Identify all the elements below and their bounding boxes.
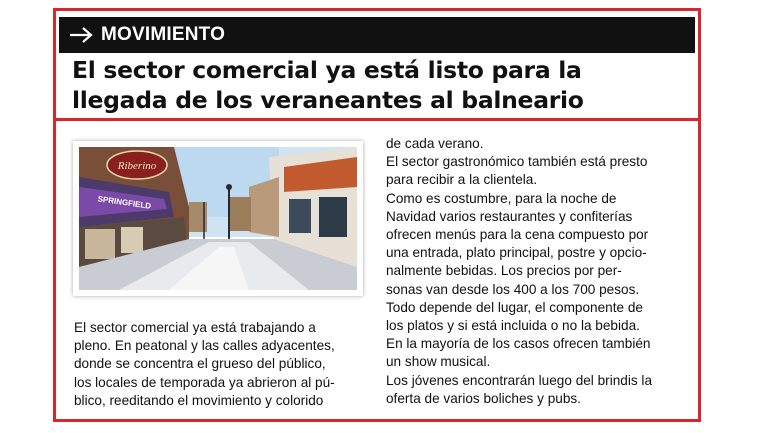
body-line: ofrecen menús para la cena compuesto por — [386, 227, 649, 243]
headline-line-2: llegada de los veraneantes al balneario — [72, 86, 584, 114]
body-line: El sector gastronómico también está presto — [386, 154, 648, 170]
section-label: MOVIMIENTO — [101, 24, 226, 45]
body-line: El sector comercial ya está trabajando a — [74, 320, 316, 335]
body-column-left — [74, 319, 366, 410]
body-line: un show musical. — [386, 354, 491, 370]
headline-divider — [56, 118, 698, 121]
headline — [72, 55, 682, 115]
body-line: una entrada, plato principal, postre y opcio- — [386, 245, 647, 261]
body-line: para recibir a la clientela. — [386, 172, 538, 188]
body-line: blico, reeditando el movimiento y colorido — [74, 392, 324, 408]
section-header — [59, 17, 695, 53]
headline-line-1: El sector comercial ya está listo para la — [72, 56, 582, 84]
article-photo — [73, 141, 363, 296]
body-line: pleno. En peatonal y las calles adyacentes, — [74, 338, 335, 354]
body-line: Como es costumbre, para la noche de — [386, 190, 617, 206]
arrow-right-icon — [69, 27, 93, 43]
body-line: Navidad varios restaurantes y confiterías — [386, 208, 633, 224]
body-line: de cada verano. — [386, 136, 484, 151]
body-line: En la mayoría de los casos ofrecen también — [386, 336, 651, 352]
body-line: Todo depende del lugar, el componente de — [386, 299, 643, 315]
body-line: oferta de varios boliches y pubs. — [386, 390, 581, 406]
body-column-right — [386, 135, 686, 408]
body-line: sonas van desde los 400 a los 700 pesos. — [386, 281, 640, 297]
springfield-sign: SPRINGFIELD — [97, 194, 152, 211]
body-line: nalmente bebidas. Los precios por per- — [386, 263, 622, 279]
body-line: los locales de temporada ya abrieron al pú- — [74, 374, 335, 390]
body-line: los platos y si está incluida o no la bebida. — [386, 318, 640, 334]
body-line: donde se concentra el grueso del público, — [74, 356, 326, 372]
body-line: Los jóvenes encontrarán luego del brindis la — [386, 372, 653, 388]
riberino-sign: Riberino — [117, 160, 157, 172]
article-frame — [53, 8, 701, 422]
street-photo — [79, 147, 357, 290]
